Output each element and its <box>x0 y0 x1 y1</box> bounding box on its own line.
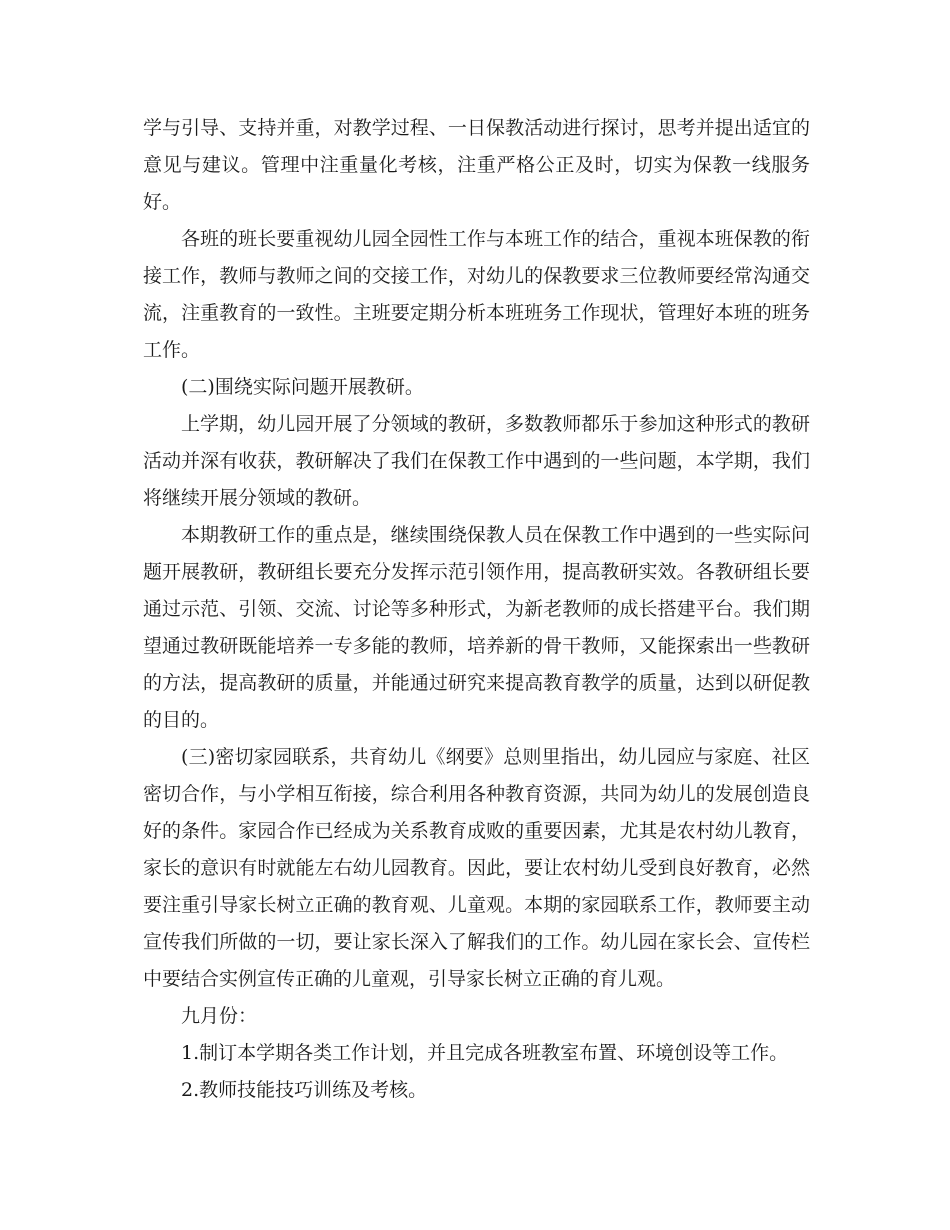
list-item-2: 2.教师技能技巧训练及考核。 <box>181 1079 428 1101</box>
paragraph-research-focus: 本期教研工作的重点是，继续围绕保教人员在保教工作中遇到的一些实际问题开展教研，教研组长要充分发挥示范引领作用，提高教研实效。各教研组长要通过示范、引领、交流、讨论等多种形式，为新老教师的成长搭建平台。我们期望通过教研既能培养一专多能的教师，培养新的骨干教师，又能探索出一些教研的方法，提高教研的质量，并能通过研究来提高教育教学的质量，达到以研促教的目的。 <box>143 524 810 731</box>
list-item-1: 1.制订本学期各类工作计划，并且完成各班教室布置、环境创设等工作。 <box>181 1042 789 1064</box>
section-heading-research: (二)围绕实际问题开展教研。 <box>181 376 424 398</box>
paragraph-class-leader: 各班的班长要重视幼儿园全园性工作与本班工作的结合，重视本班保教的衔接工作，教师与教师之间的交接工作，对幼儿的保教要求三位教师要经常沟通交流，注重教育的一致性。主班要定期分析本班班务工作现状，管理好本班的班务工作。 <box>143 228 810 361</box>
document-body <box>143 110 810 1109</box>
paragraph-home-school: (三)密切家园联系，共育幼儿《纲要》总则里指出，幼儿园应与家庭、社区密切合作，与小学相互衔接，综合利用各种教育资源，共同为幼儿的发展创造良好的条件。家园合作已经成为关系教育成败的重要因素，尤其是农村幼儿教育，家长的意识有时就能左右幼儿园教育。因此，要让农村幼儿受到良好教育，必然要注重引导家长树立正确的教育观、儿童观。本期的家园联系工作，教师要主动宣传我们所做的一切，要让家长深入了解我们的工作。幼儿园在家长会、宣传栏中要结合实例宣传正确的儿童观，引导家长树立正确的育儿观。 <box>143 746 810 990</box>
paragraph-continuation: 学与引导、支持并重，对教学过程、一日保教活动进行探讨，思考并提出适宜的意见与建议。管理中注重量化考核，注重严格公正及时，切实为保教一线服务好。 <box>143 117 810 213</box>
month-heading-september: 九月份： <box>181 1005 258 1027</box>
paragraph-last-term: 上学期，幼儿园开展了分领域的教研，多数教师都乐于参加这种形式的教研活动并深有收获，教研解决了我们在保教工作中遇到的一些问题，本学期，我们将继续开展分领域的教研。 <box>143 413 810 509</box>
